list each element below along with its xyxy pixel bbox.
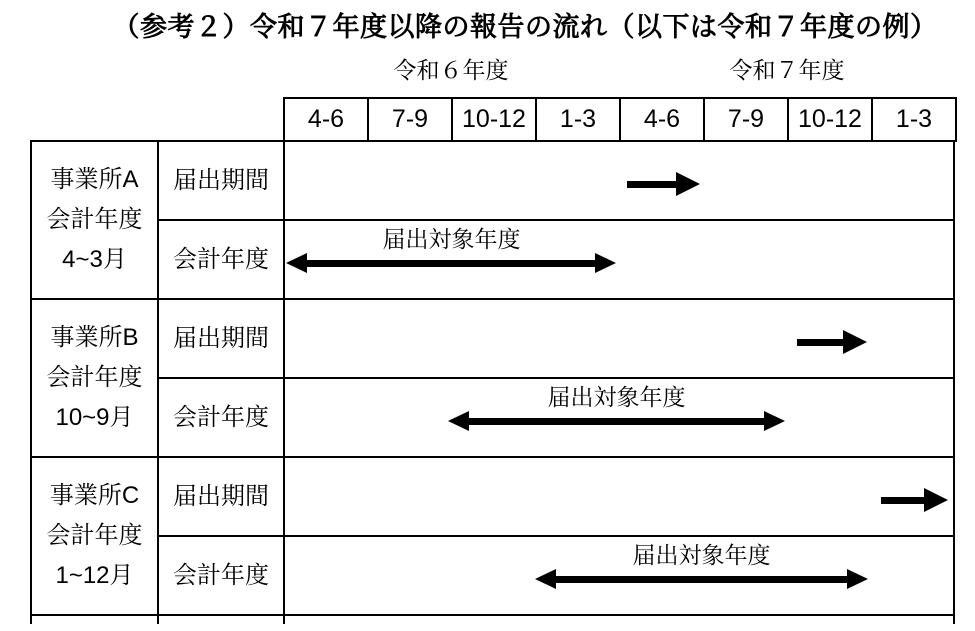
office-cell [30, 140, 159, 300]
chart-cell [283, 219, 955, 300]
quarter-header-cell: 7-9 [367, 97, 453, 142]
office-line: 4~3月 [62, 246, 127, 273]
office-line: 事業所C [49, 482, 140, 509]
table-cutoff-stub [283, 616, 285, 624]
quarter-header-cell: 4-6 [283, 97, 369, 142]
quarter-header-cell: 10-12 [787, 97, 873, 142]
office-cell [30, 298, 159, 458]
quarter-header-cell: 7-9 [703, 97, 789, 142]
arrow-label: 届出対象年度 [632, 542, 771, 568]
row-label-cell: 会計年度 [157, 219, 285, 300]
year-label-reiwa7: 令和７年度 [729, 57, 845, 83]
quarter-header-cell: 1-3 [871, 97, 957, 142]
quarter-header-cell: 4-6 [619, 97, 705, 142]
office-line: 会計年度 [46, 206, 143, 233]
office-line: 会計年度 [46, 522, 143, 549]
chart-cell [283, 456, 955, 537]
chart-cell [283, 298, 955, 379]
chart-cell [283, 535, 955, 616]
chart-cell [283, 377, 955, 458]
year-label-reiwa6: 令和６年度 [393, 57, 509, 83]
table-cutoff-stub [30, 616, 32, 624]
row-label-cell: 会計年度 [157, 535, 285, 616]
year-group-labels [283, 55, 955, 89]
arrow-label: 届出対象年度 [382, 226, 521, 252]
row-label-cell: 届出期間 [157, 298, 285, 379]
office-line: 1~12月 [55, 562, 134, 589]
page-title: （参考２）令和７年度以降の報告の流れ（以下は令和７年度の例） [112, 12, 938, 42]
office-cell [30, 456, 159, 616]
quarter-header-cell: 1-3 [535, 97, 621, 142]
quarter-header-row [283, 97, 957, 142]
row-label-cell: 届出期間 [157, 140, 285, 221]
row-label-cell: 会計年度 [157, 377, 285, 458]
chart-cell [283, 140, 955, 221]
arrow-label: 届出対象年度 [547, 384, 686, 410]
office-line: 会計年度 [46, 364, 143, 391]
office-line: 事業所B [50, 324, 139, 351]
table-cutoff-stub [157, 616, 159, 624]
office-line: 10~9月 [55, 404, 134, 431]
row-label-cell: 届出期間 [157, 456, 285, 537]
office-line: 事業所A [50, 166, 139, 193]
quarter-header-cell: 10-12 [451, 97, 537, 142]
schedule-table [30, 140, 955, 616]
table-cutoff-stub [953, 616, 955, 624]
